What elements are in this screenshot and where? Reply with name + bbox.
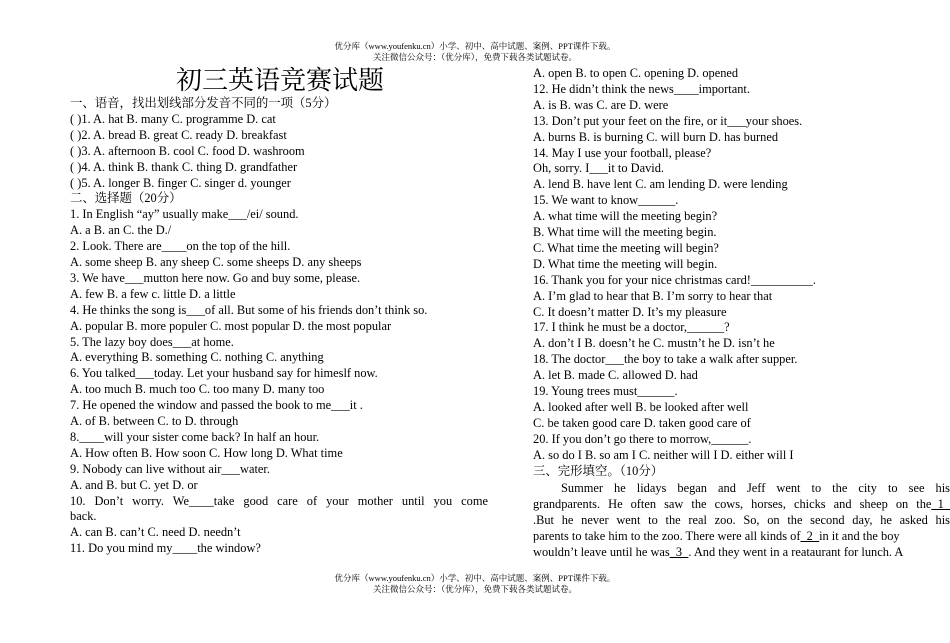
text-line: 一、语音，找出划线部分发音不同的一项（5分） <box>70 96 337 110</box>
text-line: D. What time the meeting will begin. <box>533 256 718 271</box>
text-line: 13. Don’t put your feet on the fire, or it___your shoes. <box>533 113 803 128</box>
passage-text: parents to take him to the zoo. There were all kinds of <box>533 529 801 543</box>
text-line: C. It doesn’t matter D. It’s my pleasure <box>533 304 727 319</box>
text-line: A. lend B. have lent C. am lending D. were lending <box>533 177 788 192</box>
text-line: 2. Look. There are____on the top of the hill. <box>70 239 291 254</box>
text-line: 16. Thank you for your nice christmas card!__________. <box>533 272 816 287</box>
text-line: A. don’t I B. doesn’t he C. mustn’t he D. isn’t he <box>533 336 775 351</box>
text-line: A. can B. can’t C. need D. needn’t <box>70 525 241 540</box>
text-line: 11. Do you mind my____the window? <box>70 541 261 556</box>
text-line: ( )4. A. think B. thank C. thing D. grandfather <box>70 159 298 174</box>
text-line: C. be taken good care D. taken good care of <box>533 415 751 430</box>
passage-line <box>533 497 950 512</box>
text-line: 3. We have___mutton here now. Go and buy some, please. <box>70 270 361 285</box>
text-line: C. What time the meeting will begin? <box>533 240 719 255</box>
text-line: A. few B. a few c. little D. a little <box>70 286 236 301</box>
text-line: 20. If you don’t go there to morrow,______. <box>533 431 752 446</box>
passage-text: wouldn’t leave until he was <box>533 545 670 559</box>
passage-text: in it and the boy <box>819 529 900 543</box>
text-line: A. burns B. is burning C. will burn D. has burned <box>533 129 779 144</box>
header-line-2: 关注微信公众号：（优分库），免费下载各类试题试卷。 <box>372 52 577 62</box>
page-footer <box>0 573 950 595</box>
text-line: 三、完形填空。（10分） <box>533 463 664 478</box>
text-line: 19. Young trees must______. <box>533 384 678 398</box>
text-line: 1. In English “ay” usually make___/ei/ sound. <box>70 207 299 222</box>
text-line: 5. The lazy boy does___at home. <box>70 334 234 349</box>
passage-line <box>533 529 950 544</box>
text-line: 二、选择题（20分） <box>70 191 182 206</box>
text-line: A. I’m glad to hear that B. I’m sorry to hear that <box>533 288 773 303</box>
text-line: back. <box>70 509 97 524</box>
passage-text: grandparents. He often saw the cows, horses, chicks and sheep on the <box>533 497 932 511</box>
text-line: A. too much B. much too C. too many D. many too <box>70 382 325 397</box>
page-header <box>0 41 950 63</box>
page-title: 初三英语竞赛试题 <box>175 66 384 96</box>
text-line: 6. You talked___today. Let your husband say for himeslf now. <box>70 366 378 381</box>
text-line: 4. He thinks the song is___of all. But some of his friends don’t think so. <box>70 302 428 317</box>
text-line: A. open B. to open C. opening D. opened <box>533 66 739 80</box>
blank-2: _2_ <box>800 529 820 543</box>
text-line: 12. He didn’t think the news____important. <box>533 81 750 96</box>
text-line: 10. Don’t worry. We____take good care of your mother until you come <box>70 493 488 508</box>
text-line: A. is B. was C. are D. were <box>533 97 669 112</box>
passage-line <box>533 481 950 496</box>
header-line-1: 优分库（www.youfenku.cn）小学、初中、高中试题、案例、PPT课件下载。 <box>334 41 616 51</box>
text-line: A. let B. made C. allowed D. had <box>533 368 698 383</box>
text-line: A. looked after well B. be looked after well <box>533 399 749 414</box>
text-line: A. and B. but C. yet D. or <box>70 477 198 492</box>
text-line: A. a B. an C. the D./ <box>70 223 172 238</box>
text-line: 18. The doctor___the boy to take a walk after supper. <box>533 352 798 367</box>
text-line: A. How often B. How soon C. How long D. What time <box>70 445 343 460</box>
text-line: 17. I think he must be a doctor,______? <box>533 320 730 335</box>
passage-line <box>533 545 950 560</box>
passage-text: .But he never went to the real zoo. So, on the second day, he asked his <box>533 513 950 527</box>
text-line: A. of B. between C. to D. through <box>70 414 239 428</box>
passage-line <box>533 513 950 528</box>
text-line: A. everything B. something C. nothing C. anything <box>70 350 324 365</box>
text-line: ( )5. A. longer B. finger C. singer d. younger <box>70 175 291 190</box>
text-line: 9. Nobody can live without air___water. <box>70 461 270 476</box>
footer-line-2: 关注微信公众号：（优分库），免费下载各类试题试卷。 <box>372 584 577 594</box>
footer-line-1: 优分库（www.youfenku.cn）小学、初中、高中试题、案例、PPT课件下载。 <box>334 573 616 583</box>
text-line: ( )3. A. afternoon B. cool C. food D. washroom <box>70 143 305 158</box>
text-line: A. some sheep B. any sheep C. some sheeps D. any sheeps <box>70 255 362 269</box>
blank-3: _3_ <box>669 545 689 559</box>
text-line: 8.____will your sister come back? In half an hour. <box>70 429 320 444</box>
text-line: 15. We want to know______. <box>533 193 679 208</box>
text-line: A. popular B. more populer C. most popular D. the most popular <box>70 318 392 333</box>
text-line: 14. May I use your football, please? <box>533 145 712 160</box>
blank-1: _1_ <box>931 497 950 511</box>
text-line: ( )2. A. bread B. great C. ready D. breakfast <box>70 127 287 142</box>
text-line: 7. He opened the window and passed the book to me___it . <box>70 398 363 413</box>
text-line: Oh, sorry. I___it to David. <box>533 161 665 176</box>
text-line: A. so do I B. so am I C. neither will I D. either will I <box>533 447 794 462</box>
text-line: B. What time will the meeting begin. <box>533 225 717 239</box>
passage-text: . And they went in a reataurant for lunch. A <box>688 545 904 559</box>
passage-text: Summer he lidays began and Jeff went to the city to see his <box>561 481 950 495</box>
text-line: A. what time will the meeting begin? <box>533 209 718 224</box>
text-line: ( )1. A. hat B. many C. programme D. cat <box>70 111 276 126</box>
